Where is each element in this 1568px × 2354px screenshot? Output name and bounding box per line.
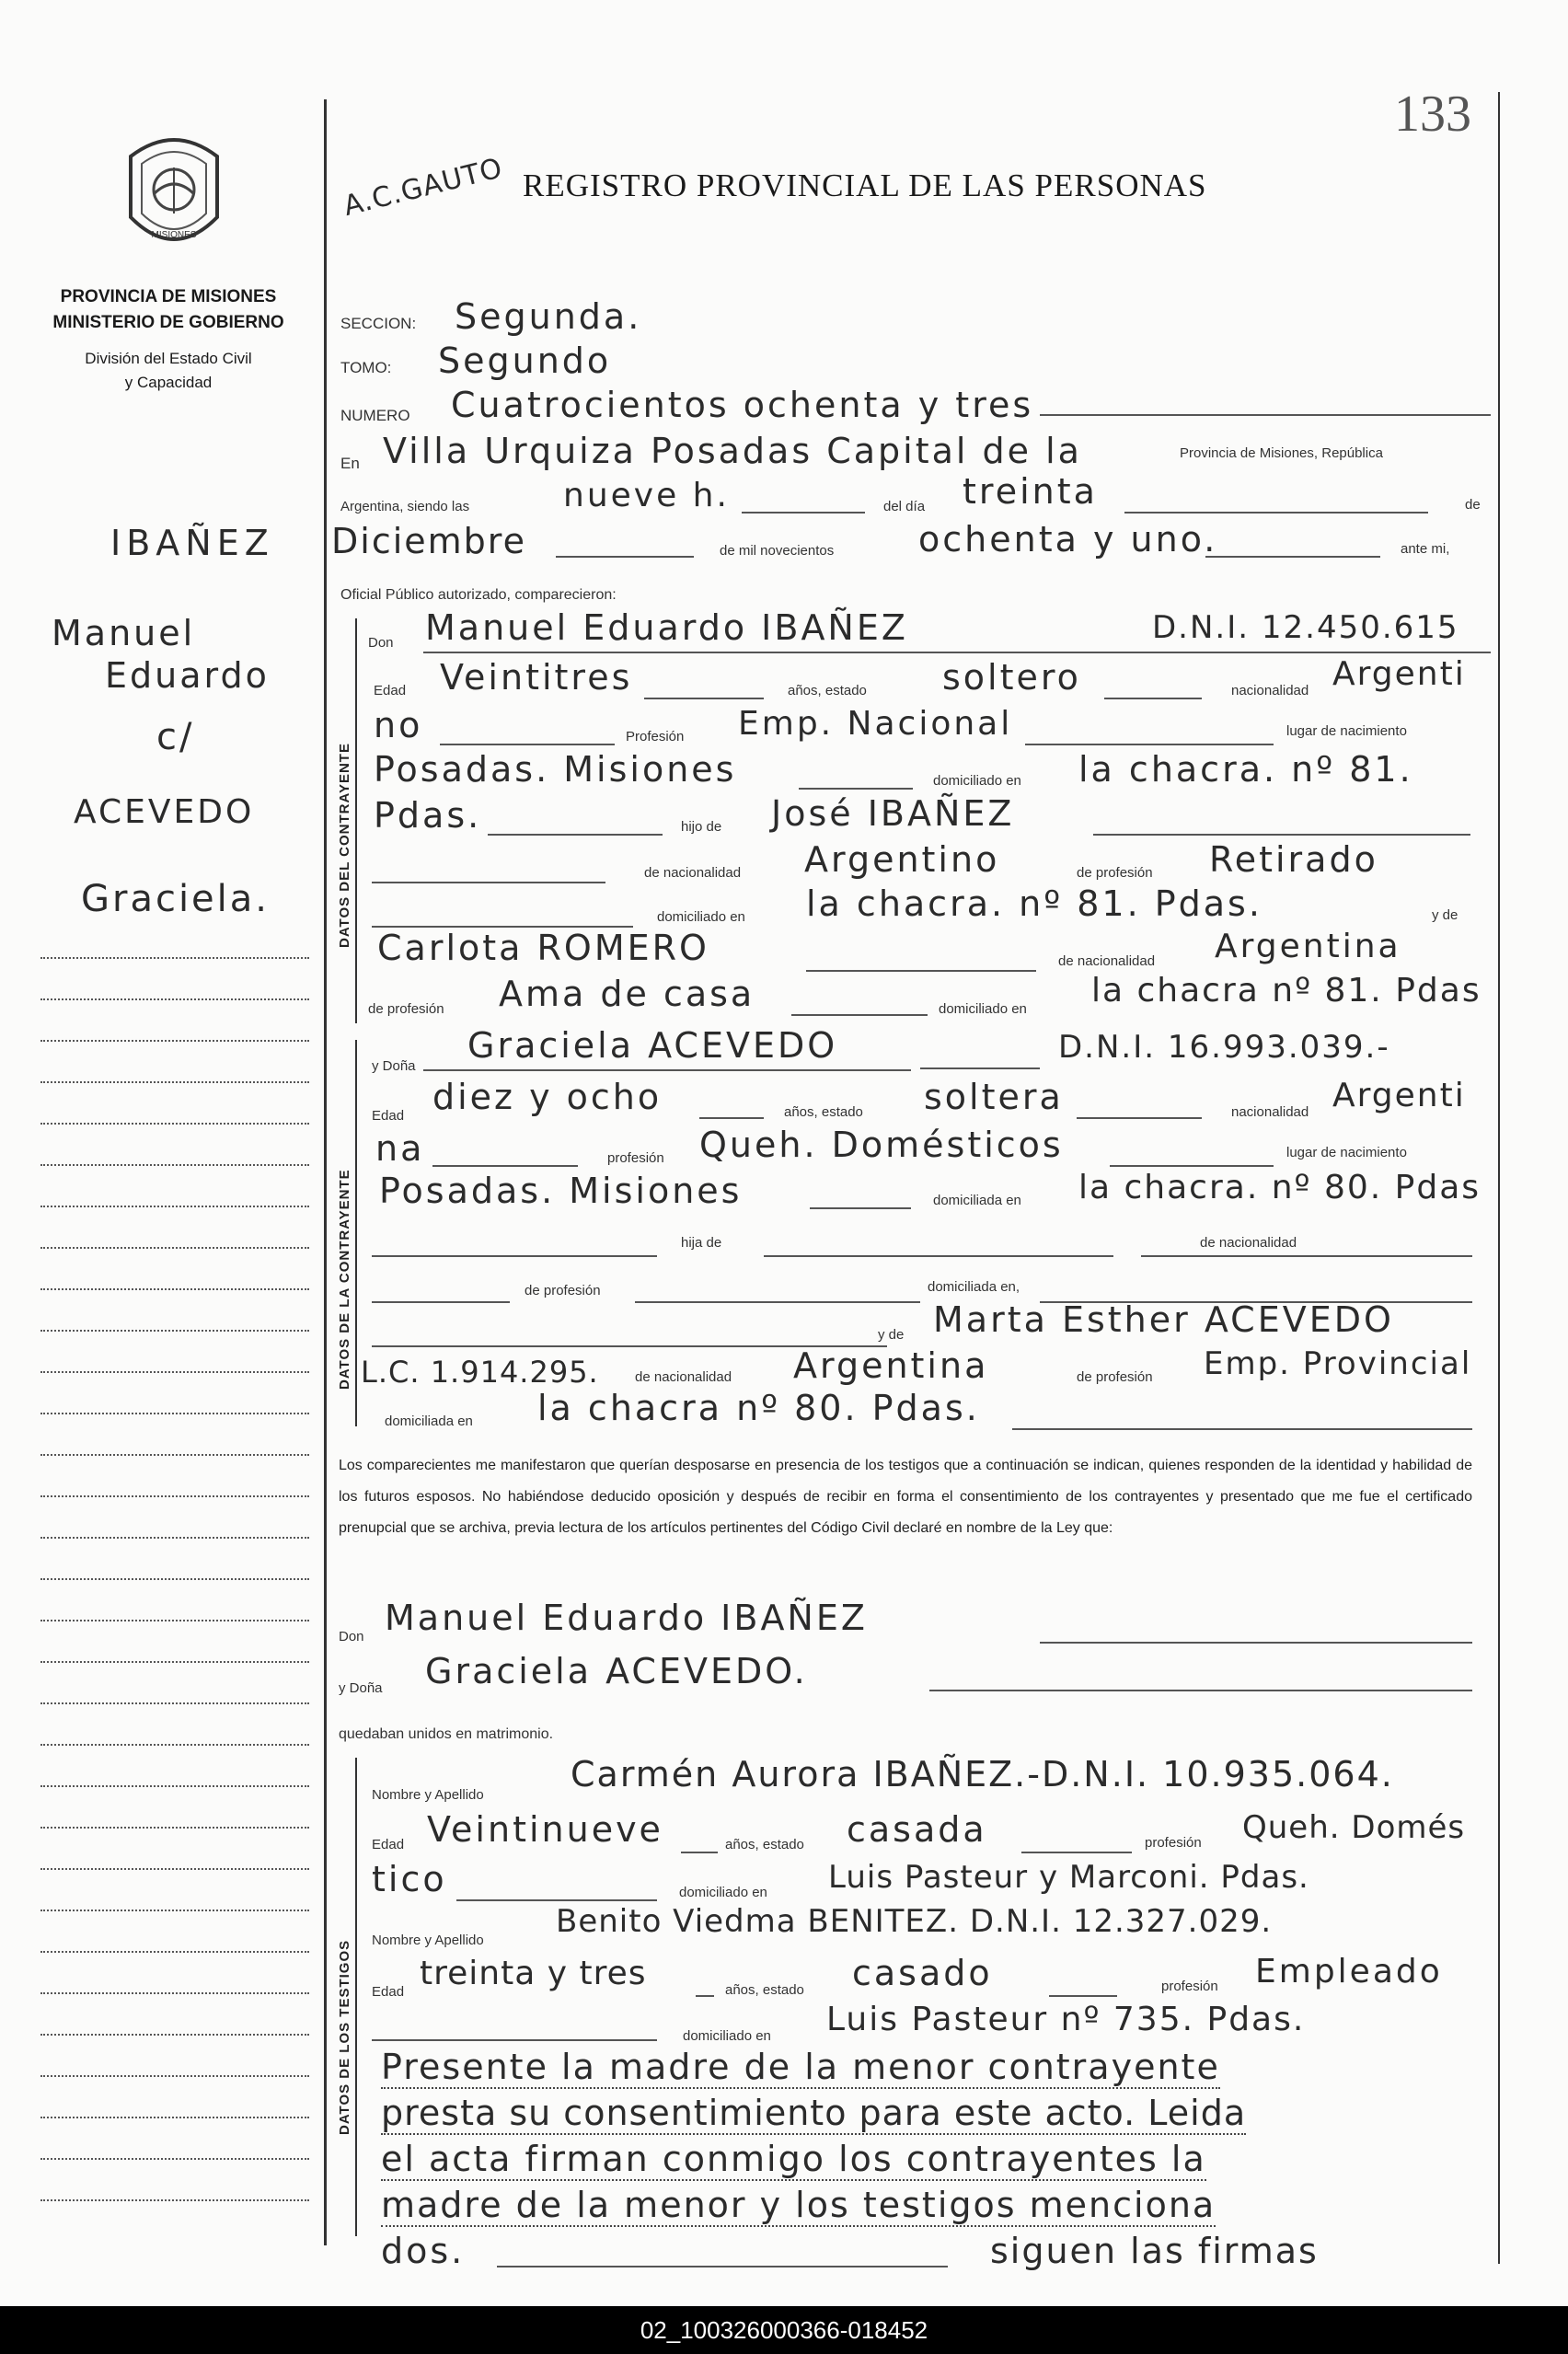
margin-rule: [40, 1330, 309, 1332]
groom-father-nat: Argentino: [804, 839, 1000, 880]
margin-rule: [40, 1537, 309, 1539]
bride-nat-2: na: [375, 1128, 425, 1169]
margin-rule: [40, 1868, 309, 1870]
annotation-line-6: siguen las firmas: [990, 2231, 1319, 2271]
fill-line: [791, 1014, 928, 1016]
groom-nat-2: no: [374, 705, 423, 745]
bride-prof: Queh. Domésticos: [699, 1125, 1064, 1165]
de-profesion-label: de profesión: [525, 1283, 601, 1298]
groom-father: José IBAÑEZ: [771, 793, 1015, 834]
edad-label: Edad: [372, 1108, 405, 1124]
margin-rule: [40, 1040, 309, 1042]
bride-home: la chacra. nº 80. Pdas: [1078, 1169, 1482, 1206]
domiciliado-label: domiciliado en: [683, 2028, 771, 2044]
fill-line: [929, 1690, 1472, 1691]
groom-age: Veintitres: [440, 657, 633, 698]
groom-nat-1: Argenti: [1332, 655, 1466, 693]
fill-line: [497, 2266, 948, 2267]
margin-rule: [40, 1744, 309, 1746]
de-mil-label: de mil novecientos: [720, 543, 835, 559]
svg-text:MISIONES: MISIONES: [151, 230, 197, 240]
fill-line: [635, 1301, 920, 1303]
domiciliada-label: domiciliada en: [933, 1193, 1021, 1208]
annotation-line-2: presta su consentimiento para este acto. Leida: [381, 2093, 1247, 2133]
fill-line: [1124, 512, 1428, 513]
groom-mother-prof: Ama de casa: [499, 974, 755, 1014]
oficial-label: Oficial Público autorizado, comparecieron:: [340, 587, 617, 603]
fill-line: [1049, 1995, 1117, 1997]
witness-2-name: Benito Viedma BENITEZ. D.N.I. 12.327.029.: [556, 1903, 1273, 1940]
margin-rule: [40, 2034, 309, 2036]
de-nacionalidad-label: de nacionalidad: [1058, 953, 1156, 969]
margin-rule: [40, 1371, 309, 1373]
groom-birth: Posadas. Misiones: [374, 749, 737, 790]
margin-rule: [40, 1123, 309, 1125]
groom-father-prof: Retirado: [1209, 839, 1378, 880]
mes-value: Diciembre: [331, 521, 526, 561]
margin-rule: [40, 1620, 309, 1621]
margin-rule: [40, 1702, 309, 1704]
domiciliado-label: domiciliado en: [933, 773, 1021, 789]
numero-value: Cuatrocientos ochenta y tres: [451, 385, 1034, 425]
witness-2-status: casado: [852, 1953, 993, 1993]
bride-name: Graciela ACEVEDO: [467, 1025, 838, 1066]
margin-rule: [40, 2117, 309, 2118]
document-id-footer: 02_100326000366-018452: [0, 2306, 1568, 2354]
edad-label: Edad: [374, 683, 407, 698]
margin-rule: [40, 957, 309, 959]
fill-line: [644, 698, 764, 699]
annotation-line-5: dos.: [381, 2231, 466, 2271]
witness-2-age: treinta y tres: [420, 1955, 647, 1992]
margin-rule: [40, 1951, 309, 1953]
de-profesion-label: de profesión: [1077, 865, 1153, 881]
division-line-2: y Capacidad: [124, 374, 213, 391]
bride-mother-lc: L.C. 1.914.295.: [361, 1355, 599, 1390]
nacionalidad-label: nacionalidad: [1231, 683, 1309, 698]
provincia-label: Provincia de Misiones, República: [1180, 445, 1383, 461]
fill-line: [488, 834, 663, 836]
nacionalidad-label: nacionalidad: [1231, 1104, 1309, 1120]
groom-mother-home: la chacra nº 81. Pdas: [1091, 972, 1482, 1010]
province-name: PROVINCIA DE MISIONES: [60, 287, 277, 306]
fill-line: [556, 556, 694, 558]
seccion-label: SECCION:: [340, 315, 417, 332]
groom-prof: Emp. Nacional: [738, 705, 1013, 743]
bride-birth: Posadas. Misiones: [379, 1171, 743, 1211]
y-de-label: y de: [878, 1327, 905, 1343]
de-nacionalidad-label: de nacionalidad: [635, 1369, 732, 1385]
fill-line: [1110, 1165, 1274, 1167]
argentina-label: Argentina, siendo las: [340, 499, 470, 514]
ministry-name: MINISTERIO DE GOBIERNO: [52, 313, 284, 332]
witness-2-prof: Empleado: [1255, 1953, 1443, 1991]
fill-line: [1040, 1642, 1472, 1644]
fill-line: [799, 788, 913, 790]
fill-line: [810, 1207, 911, 1209]
margin-name-2: Eduardo: [105, 655, 270, 696]
y-de-label: y de: [1432, 907, 1458, 923]
bride-mother-home: la chacra nº 80. Pdas.: [537, 1388, 980, 1428]
bride-mother: Marta Esther ACEVEDO: [933, 1299, 1394, 1340]
groom-status: soltero: [942, 657, 1081, 698]
fill-line: [1012, 1428, 1472, 1430]
margin-rule: [40, 2199, 309, 2201]
fill-line: [372, 1255, 657, 1257]
don-label: Don: [368, 635, 394, 651]
margin-conj: c/: [156, 716, 195, 758]
profesion-label: Profesión: [626, 729, 685, 744]
profesion-label: profesión: [1161, 1979, 1218, 1994]
fill-line: [372, 882, 605, 883]
dia-value: treinta: [963, 471, 1098, 512]
bride-nat-1: Argenti: [1332, 1077, 1466, 1114]
margin-rule: [40, 2075, 309, 2077]
margin-rule: [40, 1910, 309, 1911]
margin-rule: [40, 1578, 309, 1580]
margin-rule: [40, 1206, 309, 1207]
bride-mother-nat: Argentina: [793, 1345, 989, 1386]
margin-rule: [40, 1288, 309, 1290]
fill-line: [1077, 1117, 1202, 1119]
fill-line: [1021, 1852, 1132, 1853]
margin-rule: [40, 1413, 309, 1414]
fill-line: [440, 744, 615, 745]
nombre-apellido-label: Nombre y Apellido: [372, 1933, 484, 1948]
margin-rule: [40, 1661, 309, 1663]
fill-line: [372, 1301, 510, 1303]
ante-mi-label: ante mi,: [1401, 541, 1450, 557]
section-label-witnesses: DATOS DE LOS TESTIGOS: [337, 1939, 352, 2135]
lugar-nac-label: lugar de nacimiento: [1286, 1145, 1407, 1160]
page-number: 133: [1394, 86, 1471, 143]
anos-label: años, estado: [788, 683, 867, 698]
groom-mother-nat: Argentina: [1215, 928, 1401, 965]
anos-label: años, estado: [784, 1104, 863, 1120]
lugar-value: Villa Urquiza Posadas Capital de la: [383, 431, 1082, 471]
margin-rule: [40, 1081, 309, 1083]
groom-home-2: Pdas.: [374, 795, 482, 836]
del-dia-label: del día: [883, 499, 926, 514]
annotation-line-3: el acta firman conmigo los contrayentes la: [381, 2139, 1206, 2179]
hija-de-label: hija de: [681, 1235, 722, 1251]
hora-value: nueve h.: [563, 477, 730, 514]
legal-declaration: Los comparecientes me manifestaron que querían desposarse en presencia de los testigos que a continuación se indican, quienes responden de la identidad y habilidad de los futuros esposos. No habiéndose deducido oposición y después de recibir en forma el consentimiento de los contrayentes y presentado que me fue el certificado prenupcial que se archiva, previa lectura de los artículos pertinentes del Código Civil declaré en nombre de la Ley que:: [339, 1458, 1472, 1536]
domiciliada-label: domiciliada en,: [928, 1279, 1020, 1295]
fill-line: [1141, 1255, 1472, 1257]
witness-1-status: casada: [847, 1809, 987, 1850]
annotation-line-1: Presente la madre de la menor contrayente: [381, 2047, 1220, 2087]
hijo-de-label: hijo de: [681, 819, 722, 835]
fill-line: [456, 1899, 657, 1901]
fill-line: [1025, 744, 1274, 745]
anio-value: ochenta y uno.: [918, 519, 1218, 560]
margin-rule: [40, 2158, 309, 2160]
anos-label: años, estado: [725, 1982, 804, 1998]
section-label-bride: DATOS DE LA CONTRAYENTE: [337, 1169, 352, 1390]
fill-line: [681, 1852, 718, 1853]
fill-line: [920, 1067, 1040, 1069]
registry-title: REGISTRO PROVINCIAL DE LAS PERSONAS: [523, 167, 1207, 203]
edad-label: Edad: [372, 1984, 405, 2000]
groom-home: la chacra. nº 81.: [1078, 749, 1413, 790]
section-rule-2: [355, 1040, 357, 1426]
bride-age: diez y ocho: [432, 1077, 663, 1117]
don-label: Don: [339, 1629, 364, 1644]
official-stamp: A.C.GAUTO: [340, 152, 506, 223]
annotation-line-4: madre de la menor y los testigos menciona: [381, 2185, 1216, 2225]
groom-mother: Carlota ROMERO: [377, 928, 709, 968]
fill-line: [699, 1117, 764, 1119]
margin-surname: IBAÑEZ: [110, 523, 274, 563]
section-rule-1: [355, 618, 357, 1023]
fill-line: [423, 652, 1491, 653]
witness-1-prof-1: Queh. Domés: [1242, 1809, 1466, 1846]
margin-rule: [40, 1785, 309, 1787]
witness-1-name: Carmén Aurora IBAÑEZ.-D.N.I. 10.935.064.: [571, 1754, 1394, 1794]
declared-groom: Manuel Eduardo IBAÑEZ: [385, 1598, 868, 1638]
fill-line: [372, 2039, 657, 2041]
fill-line: [742, 512, 865, 513]
groom-name: Manuel Eduardo IBAÑEZ: [425, 607, 908, 648]
fill-line: [432, 1165, 578, 1167]
domiciliado-label: domiciliado en: [679, 1885, 767, 1900]
numero-label: NUMERO: [340, 407, 410, 424]
lugar-nac-label: lugar de nacimiento: [1286, 723, 1407, 739]
fill-line: [1104, 698, 1202, 699]
witness-2-home: Luis Pasteur nº 735. Pdas.: [826, 2001, 1306, 2038]
fill-line: [696, 1995, 714, 1997]
provincial-seal: [118, 129, 230, 261]
groom-father-home: la chacra. nº 81. Pdas.: [806, 883, 1262, 924]
declared-bride: Graciela ACEVEDO.: [425, 1651, 808, 1691]
anos-label: años, estado: [725, 1837, 804, 1852]
profesion-label: profesión: [1145, 1835, 1202, 1851]
bride-mother-prof: Emp. Provincial: [1204, 1345, 1472, 1382]
fill-line: [1040, 414, 1491, 416]
edad-label: Edad: [372, 1837, 405, 1852]
tomo-label: TOMO:: [340, 359, 392, 376]
domiciliado-label: domiciliado en: [939, 1001, 1027, 1017]
witness-1-prof-2: tico: [372, 1859, 447, 1899]
witness-1-home: Luis Pasteur y Marconi. Pdas.: [828, 1859, 1309, 1896]
fill-line: [1093, 834, 1470, 836]
margin-rule: [40, 1454, 309, 1456]
en-label: En: [340, 455, 360, 472]
margin-rule: [40, 1247, 309, 1249]
margin-rule: [40, 998, 309, 1000]
domiciliada-label: domiciliada en: [385, 1414, 473, 1429]
quedaban-label: quedaban unidos en matrimonio.: [339, 1726, 554, 1742]
de-profesion-label: de profesión: [1077, 1369, 1153, 1385]
section-label-groom: DATOS DEL CONTRAYENTE: [337, 743, 352, 948]
bride-status: soltera: [924, 1077, 1064, 1117]
fill-line: [1205, 556, 1380, 558]
profesion-label: profesión: [607, 1150, 664, 1166]
seccion-value: Segunda.: [455, 296, 642, 337]
left-frame-rule: [324, 99, 327, 2245]
y-dona-label: y Doña: [372, 1058, 416, 1074]
section-rule-3: [355, 1758, 357, 2236]
margin-rule: [40, 1827, 309, 1829]
margin-surname-2: ACEVEDO: [74, 793, 255, 831]
margin-name-3: Graciela.: [81, 878, 271, 920]
de-profesion-label: de profesión: [368, 1001, 444, 1017]
fill-line: [806, 970, 1036, 972]
margin-name-1: Manuel: [52, 613, 196, 653]
y-dona-label: y Doña: [339, 1680, 383, 1696]
margin-rule: [40, 1495, 309, 1497]
de-label: de: [1465, 497, 1481, 513]
groom-dni: D.N.I. 12.450.615: [1152, 609, 1459, 646]
de-nacionalidad-label: de nacionalidad: [1200, 1235, 1297, 1251]
right-frame-rule: [1498, 92, 1500, 2264]
division-line-1: División del Estado Civil: [85, 350, 252, 367]
fill-line: [764, 1255, 1113, 1257]
bride-dni: D.N.I. 16.993.039.-: [1058, 1029, 1390, 1066]
margin-rule: [40, 1992, 309, 1994]
tomo-value: Segundo: [438, 340, 612, 381]
domiciliado-label: domiciliado en: [657, 909, 745, 925]
de-nacionalidad-label: de nacionalidad: [644, 865, 742, 881]
nombre-apellido-label: Nombre y Apellido: [372, 1787, 484, 1803]
witness-1-age: Veintinueve: [427, 1809, 663, 1850]
margin-rule: [40, 1164, 309, 1166]
fill-line: [423, 1069, 911, 1071]
